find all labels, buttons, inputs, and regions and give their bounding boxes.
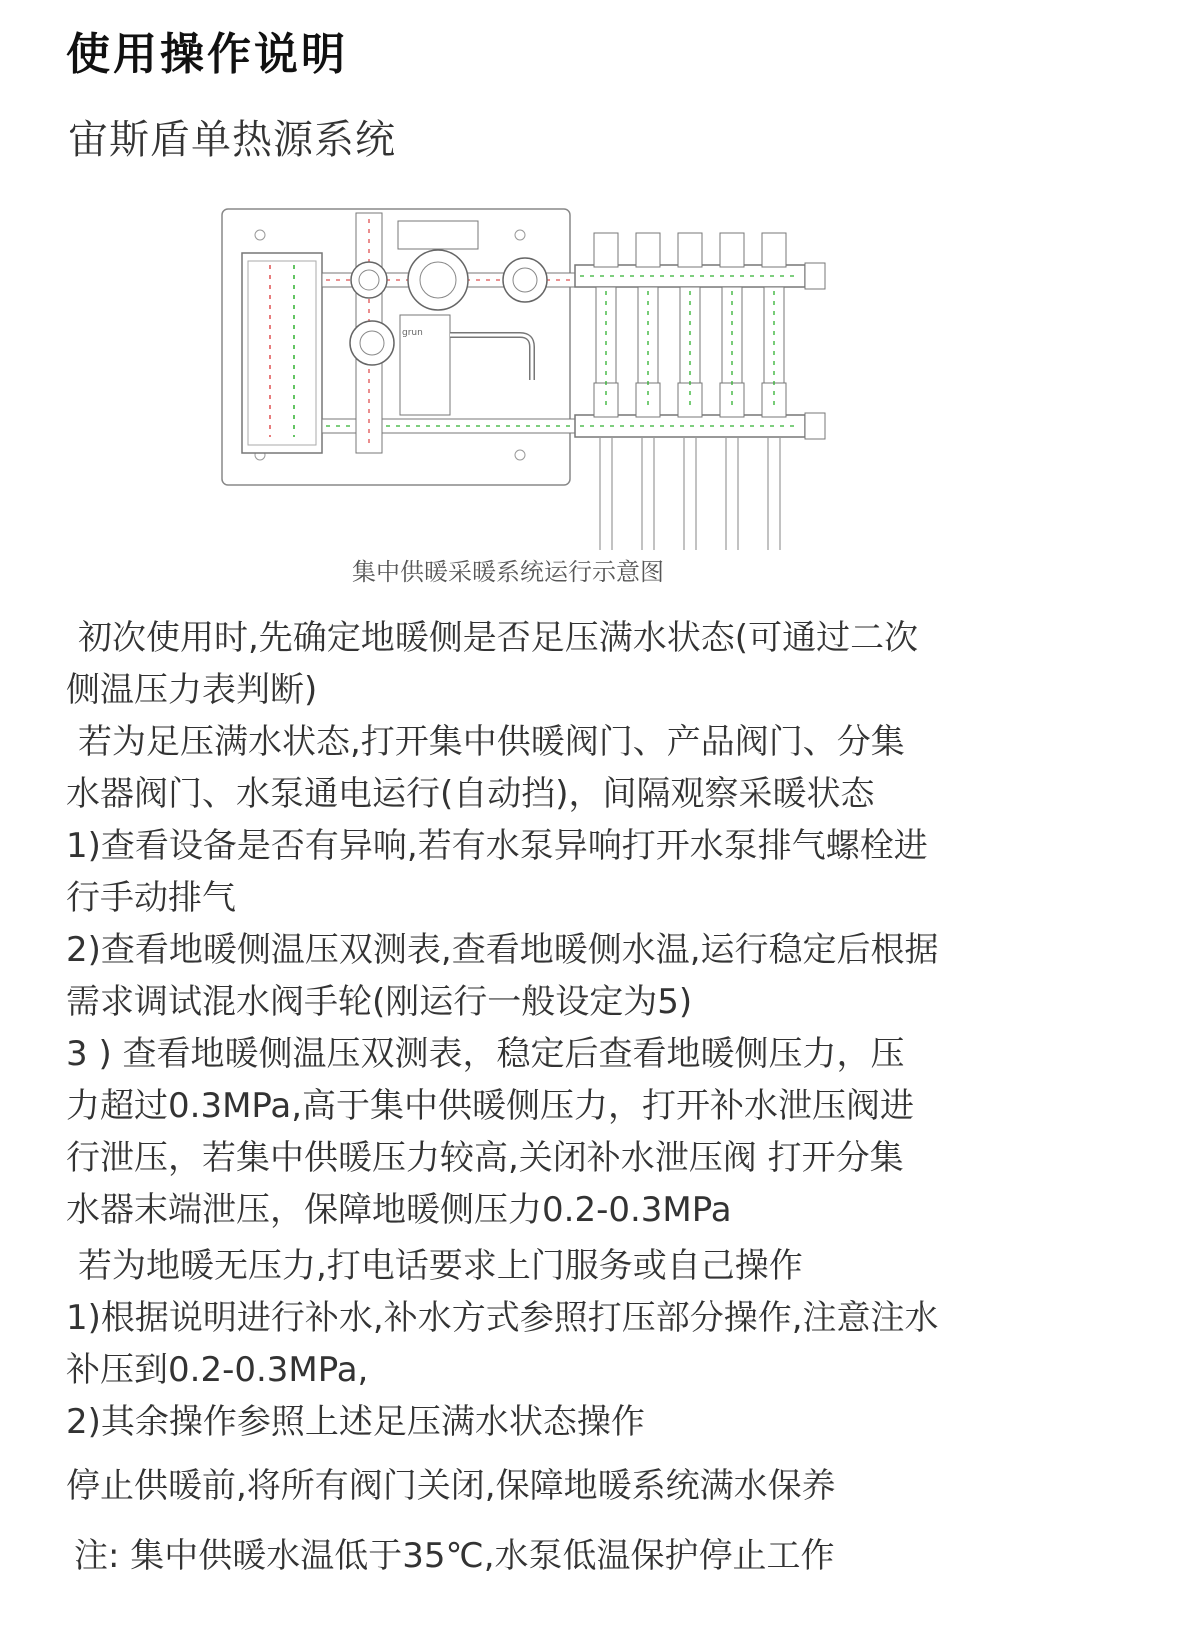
no-pressure-line: 若为地暖无压力,打电话要求上门服务或自己操作	[78, 1246, 803, 1286]
step-2-line: 需求调试混水阀手轮(刚运行一般设定为5)	[66, 982, 693, 1022]
full-pressure-line: 水器阀门、水泵通电运行(自动挡)，间隔观察采暖状态	[66, 774, 875, 814]
note-line: 注: 集中供暖水温低于35℃,水泵低温保护停止工作	[74, 1536, 835, 1576]
step-1-line: 行手动排气	[66, 878, 236, 918]
system-diagram	[220, 205, 890, 550]
refill-step-1-line: 1)根据说明进行补水,补水方式参照打压部分操作,注意注水	[66, 1298, 939, 1338]
shutdown-line: 停止供暖前,将所有阀门关闭,保障地暖系统满水保养	[66, 1466, 836, 1506]
page-title: 使用操作说明	[66, 29, 348, 80]
intro-line: 侧温压力表判断)	[66, 670, 318, 710]
step-1-line: 1)查看设备是否有异响,若有水泵异响打开水泵排气螺栓进	[66, 826, 928, 866]
intro-line: 初次使用时,先确定地暖侧是否足压满水状态(可通过二次	[78, 618, 919, 658]
step-3-line: 3 ) 查看地暖侧温压双测表，稳定后查看地暖侧压力，压	[66, 1034, 905, 1074]
step-2-line: 2)查看地暖侧温压双测表,查看地暖侧水温,运行稳定后根据	[66, 930, 939, 970]
system-name: 宙斯盾单热源系统	[68, 117, 396, 163]
instructions	[66, 612, 1156, 1582]
svg-text:grun: grun	[402, 328, 423, 338]
step-3-line: 水器末端泄压，保障地暖侧压力0.2-0.3MPa	[66, 1190, 732, 1230]
step-3-line: 力超过0.3MPa,高于集中供暖侧压力，打开补水泄压阀进	[66, 1086, 915, 1126]
diagram-caption: 集中供暖采暖系统运行示意图	[352, 558, 664, 586]
refill-step-1-line: 补压到0.2-0.3MPa,	[66, 1350, 369, 1390]
full-pressure-line: 若为足压满水状态,打开集中供暖阀门、产品阀门、分集	[78, 722, 905, 762]
step-3-line: 行泄压，若集中供暖压力较高,关闭补水泄压阀 打开分集	[66, 1138, 904, 1178]
refill-step-2-line: 2)其余操作参照上述足压满水状态操作	[66, 1402, 645, 1442]
